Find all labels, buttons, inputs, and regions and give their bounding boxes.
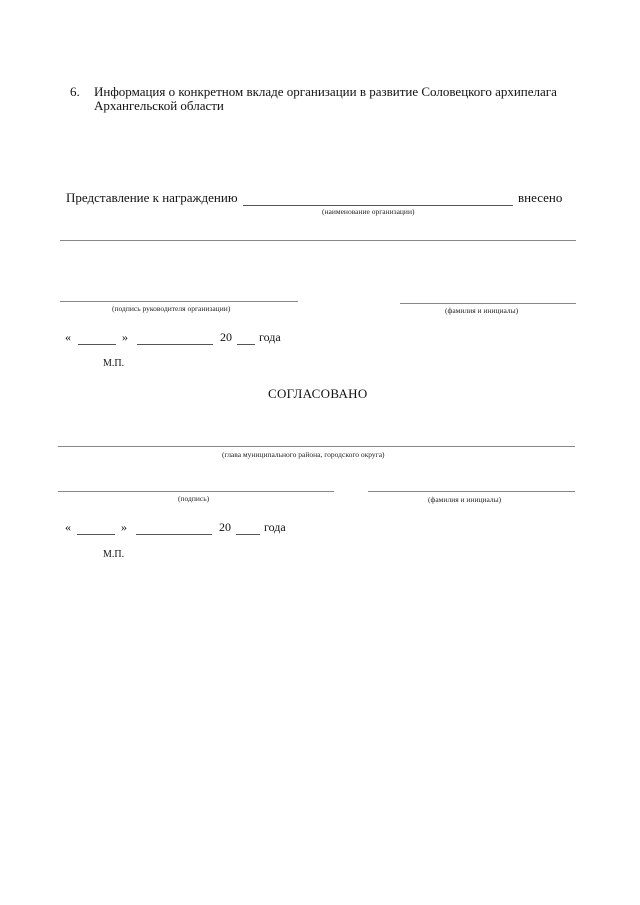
submission-lead: Представление к награждению [66, 190, 238, 205]
organization-name-caption: (наименование организации) [322, 207, 415, 216]
approval-title: СОГЛАСОВАНО [268, 386, 368, 401]
approval-date-year-field[interactable] [236, 534, 260, 535]
submission-tail: внесено [518, 190, 563, 205]
approval-date-close-quote: » [121, 520, 127, 534]
date-year-suffix: года [259, 330, 281, 344]
head-signature-caption: (подпись руководителя организации) [112, 304, 231, 313]
date-open-quote: « [65, 330, 71, 344]
municipal-head-caption: (глава муниципального района, городского округа) [222, 450, 385, 459]
approval-name-caption: (фамилия и инициалы) [428, 495, 502, 504]
approval-date-year-suffix: года [264, 520, 286, 534]
approval-date-open-quote: « [65, 520, 71, 534]
stamp-placeholder: М.П. [103, 358, 125, 369]
approval-date-year-prefix: 20 [219, 520, 231, 534]
section-text-line1: Информация о конкретном вкладе организации в развитие Соловецкого архипелага [94, 84, 557, 99]
approval-date-day-field[interactable] [77, 534, 115, 535]
approval-name-line[interactable] [368, 491, 575, 492]
section-text-line2: Архангельской области [94, 98, 224, 113]
head-name-line[interactable] [400, 303, 576, 304]
municipal-head-line[interactable] [58, 446, 575, 447]
date-month-field[interactable] [137, 344, 213, 345]
date-close-quote: » [122, 330, 128, 344]
date-year-field[interactable] [237, 344, 255, 345]
section-number: 6. [70, 84, 80, 99]
approval-signature-caption: (подпись) [178, 494, 210, 503]
date-day-field[interactable] [78, 344, 116, 345]
approval-stamp-placeholder: М.П. [103, 549, 125, 560]
head-name-caption: (фамилия и инициалы) [445, 306, 519, 315]
organization-name-line[interactable] [243, 205, 513, 206]
organization-name-continuation-line[interactable] [60, 240, 576, 241]
head-signature-line[interactable] [60, 301, 298, 302]
date-year-prefix: 20 [220, 330, 232, 344]
approval-date-month-field[interactable] [136, 534, 212, 535]
approval-signature-line[interactable] [58, 491, 334, 492]
